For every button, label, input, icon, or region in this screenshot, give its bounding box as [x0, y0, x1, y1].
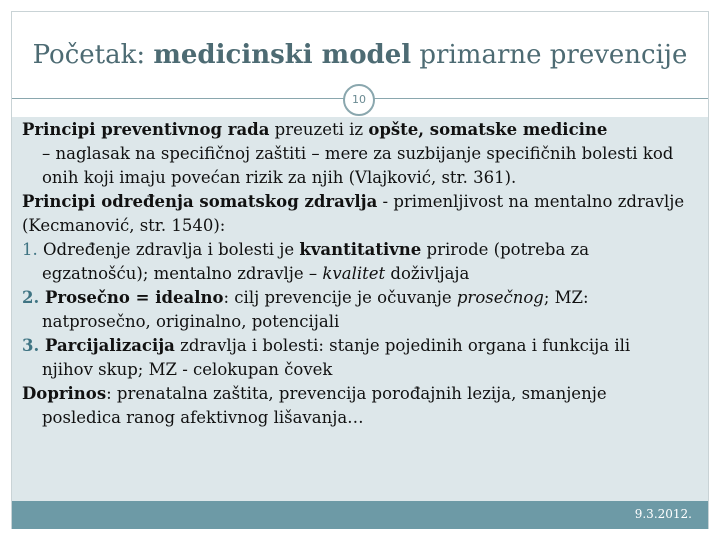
title-part1: Početak: — [32, 40, 154, 70]
item2-text2: ; MZ: — [543, 288, 589, 307]
slide-body — [22, 118, 692, 430]
paragraph-principi-odredjenja — [22, 190, 692, 238]
p1-bold1: Principi preventivnog rada — [22, 120, 270, 139]
item3-text1: zdravlja i bolesti: stanje pojedinih organa i funkcija ili — [174, 336, 631, 355]
item1-cont1: egzatnošću); mentalno zdravlje – — [42, 264, 323, 283]
item3-continuation: njihov skup; MZ - celokupan čovek — [42, 360, 333, 379]
footer-bar — [12, 501, 708, 529]
list-number-3: 3. — [22, 336, 40, 355]
list-number-1: 1. — [22, 240, 38, 259]
item3-bold1: Parcijalizacija — [39, 336, 175, 355]
list-number-2: 2. — [22, 288, 40, 307]
item1-cont2: doživljaja — [385, 264, 470, 283]
item1-italic: kvalitet — [322, 264, 386, 283]
list-item-3 — [22, 334, 692, 358]
item1-continuation — [22, 262, 692, 286]
p1-text1: preuzeti iz — [269, 120, 369, 139]
item2-continuation: natprosečno, originalno, potencijali — [42, 312, 340, 331]
p1-bold2: opšte, somatske medicine — [368, 120, 608, 139]
p3-continuation: posledica ranog afektivnog lišavanja… — [42, 408, 364, 427]
item2-bold1: Prosečno = idealno — [39, 288, 224, 307]
title-part2: primarne prevencije — [411, 40, 688, 70]
title-bold: medicinski model — [153, 40, 412, 70]
item1-text2: prirode (potreba za — [421, 240, 590, 259]
p3-text1: : prenatalna zaštita, prevencija porođajnih lezija, smanjenje — [106, 384, 607, 403]
paragraph-doprinos — [22, 382, 692, 406]
list-item-1 — [22, 238, 692, 262]
p1-continuation: – naglasak na specifičnoj zaštiti – mere za suzbijanje specifičnih bolesti kod onih koji imaju povećan rizik za njih (Vlajković, str. 361). — [42, 144, 674, 187]
item2-text1: : cilj prevencije je očuvanje — [223, 288, 457, 307]
item1-bold1: kvantitativne — [299, 240, 422, 259]
slide-number-badge: 10 — [343, 84, 375, 116]
slide-title — [0, 40, 720, 70]
paragraph-principi-preventivnog — [22, 118, 692, 142]
footer-date: 9.3.2012. — [634, 507, 692, 521]
item1-text1: Određenje zdravlja i bolesti je — [37, 240, 300, 259]
p2-bold1: Principi određenja somatskog zdravlja — [22, 192, 378, 211]
p2-text1: - primenljivost na mentalno zdravlje (Kecmanović, str. 1540): — [22, 192, 685, 235]
list-item-2 — [22, 286, 692, 310]
item2-italic: prosečnog — [456, 288, 544, 307]
p3-bold1: Doprinos — [22, 384, 107, 403]
